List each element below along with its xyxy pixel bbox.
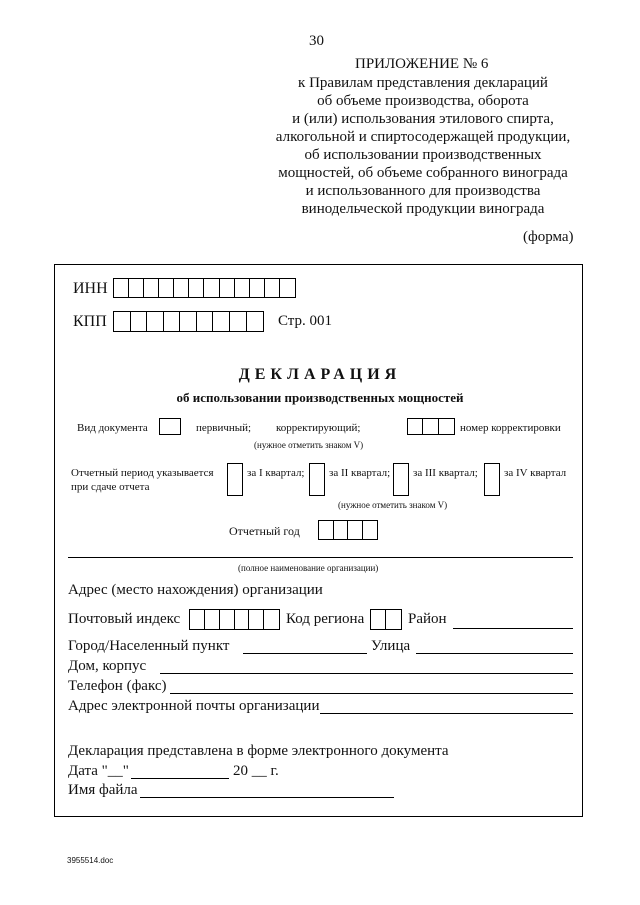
street-label: Улица: [371, 638, 411, 654]
date-year: 20 __ г.: [233, 763, 279, 779]
appendix-title: ПРИЛОЖЕНИЕ № 6: [355, 56, 489, 72]
footer-code: 3955514.doc: [67, 856, 114, 865]
doc-type-hint: (нужное отметить знаком V): [254, 440, 364, 450]
house-label: Дом, корпус: [68, 658, 147, 674]
appendix-line: и (или) использования этилового спирта,: [292, 111, 554, 127]
declaration-subtitle: об использовании производственных мощностей: [176, 390, 464, 405]
district-label: Район: [408, 611, 447, 627]
inn-cells[interactable]: [113, 278, 296, 298]
period-label-line2: при сдаче отчета: [71, 481, 150, 493]
appendix-line: винодельческой продукции винограда: [301, 201, 545, 217]
city-label: Город/Населенный пункт: [68, 638, 230, 654]
q1-label: за I квартал;: [247, 467, 305, 479]
correction-number-cells[interactable]: [407, 418, 455, 435]
q2-label: за II квартал;: [329, 467, 391, 479]
electronic-note: Декларация представлена в форме электронного документа: [68, 743, 449, 759]
appendix-line: об объеме производства, оборота: [317, 93, 529, 109]
appendix-line: мощностей, об объеме собранного винограда: [278, 165, 568, 181]
q3-label: за III квартал;: [413, 467, 478, 479]
date-month-line[interactable]: [131, 778, 229, 779]
q3-checkbox[interactable]: [393, 463, 409, 496]
declaration-title: ДЕКЛАРАЦИЯ: [238, 366, 402, 383]
appendix-line: к Правилам представления деклараций: [298, 75, 548, 91]
file-name-label: Имя файла: [68, 782, 138, 798]
primary-label: первичный;: [196, 422, 252, 434]
city-line[interactable]: [243, 653, 367, 654]
inn-label: ИНН: [73, 280, 108, 297]
postal-index-label: Почтовый индекс: [68, 611, 181, 627]
email-line[interactable]: [320, 713, 573, 714]
street-line[interactable]: [416, 653, 573, 654]
primary-checkbox[interactable]: [159, 418, 181, 435]
address-label: Адрес (место нахождения) организации: [68, 582, 323, 598]
org-name-line[interactable]: [68, 557, 573, 558]
appendix-line: об использовании производственных: [304, 147, 542, 163]
district-line[interactable]: [453, 628, 573, 629]
kpp-label: КПП: [73, 313, 107, 330]
declaration-form-frame: [54, 264, 583, 817]
region-code-label: Код региона: [286, 611, 365, 627]
kpp-cells[interactable]: [113, 311, 264, 332]
date-label: Дата "__": [68, 763, 129, 779]
appendix-line: и использованного для производства: [305, 183, 541, 199]
correction-number-label: номер корректировки: [460, 422, 561, 434]
page-number: 30: [309, 33, 324, 49]
phone-line[interactable]: [170, 693, 573, 694]
file-name-line[interactable]: [140, 797, 394, 798]
form-label: (форма): [523, 229, 574, 245]
q2-checkbox[interactable]: [309, 463, 325, 496]
house-line[interactable]: [160, 673, 573, 674]
period-hint: (нужное отметить знаком V): [338, 500, 448, 510]
year-label: Отчетный год: [229, 524, 300, 538]
phone-label: Телефон (факс): [68, 678, 167, 694]
period-label-line1: Отчетный период указывается: [71, 467, 214, 479]
postal-index-cells[interactable]: [189, 609, 280, 630]
page-label: Стр. 001: [278, 313, 333, 329]
org-name-hint: (полное наименование организации): [238, 563, 379, 573]
q4-checkbox[interactable]: [484, 463, 500, 496]
region-code-cells[interactable]: [370, 609, 402, 630]
email-label: Адрес электронной почты организации: [68, 698, 320, 714]
q1-checkbox[interactable]: [227, 463, 243, 496]
appendix-lines: [258, 74, 588, 218]
corrective-label: корректирующий;: [276, 422, 361, 434]
appendix-line: алкогольной и спиртосодержащей продукции,: [275, 129, 571, 145]
doc-type-label: Вид документа: [77, 422, 148, 434]
year-cells[interactable]: [318, 520, 378, 540]
q4-label: за IV квартал: [504, 467, 567, 479]
